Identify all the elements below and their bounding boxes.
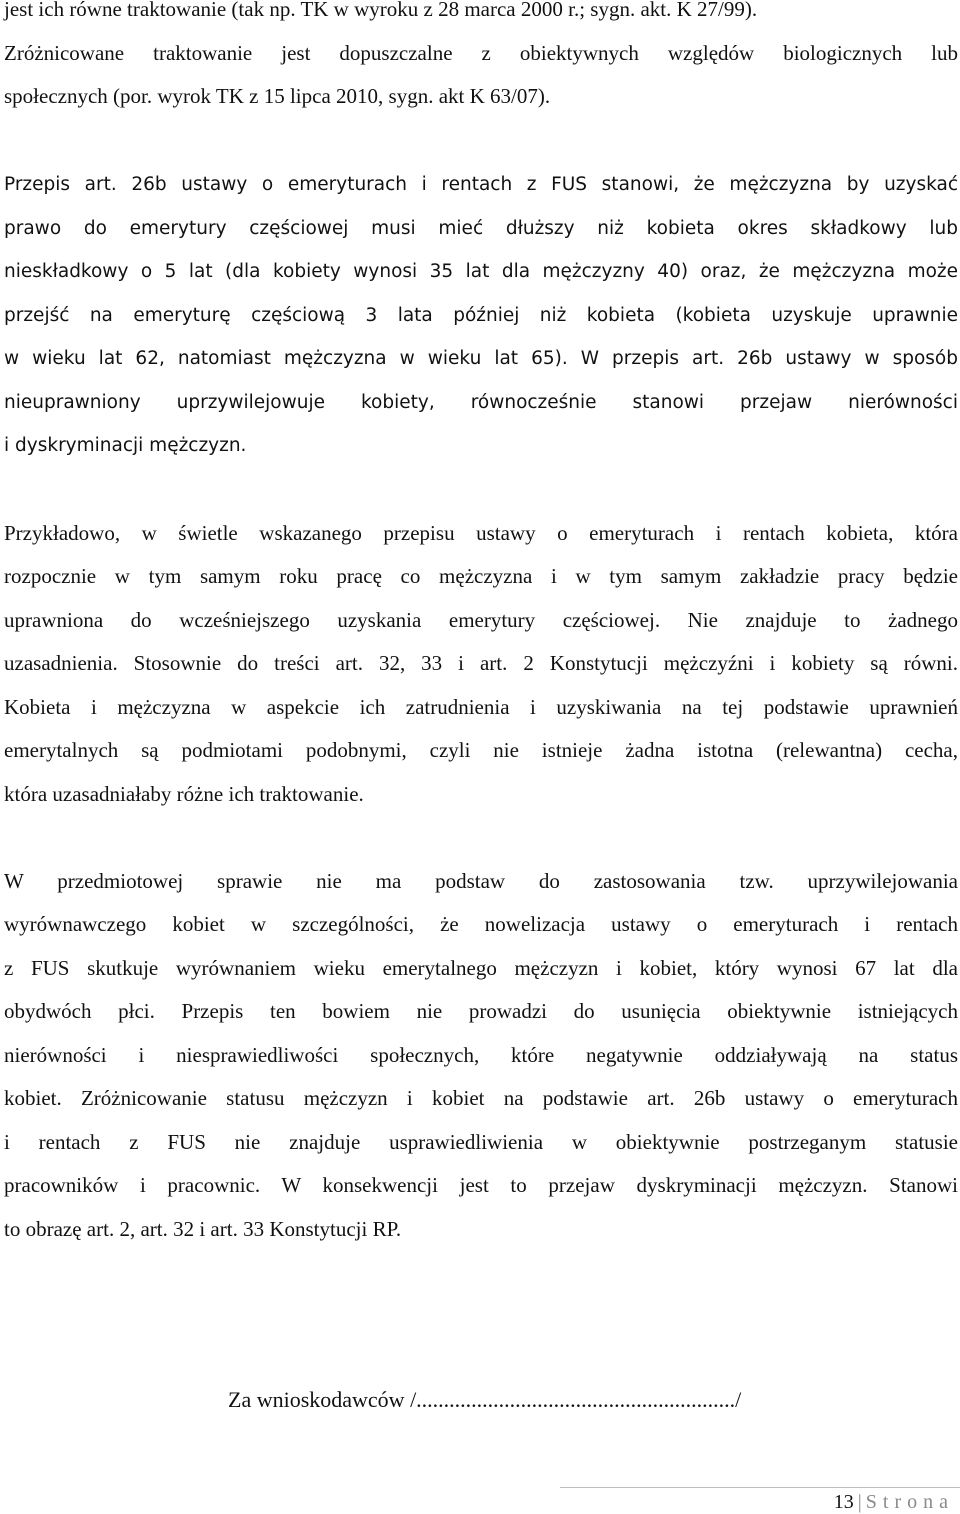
paragraph-4-line-9: to obrazę art. 2, art. 32 i art. 33 Konstytucji RP. [4, 1217, 402, 1241]
paragraph-4-line-4: obydwóch płci. Przepis ten bowiem nie prowadzi do usunięcia obiektywnie istniejących [4, 999, 958, 1023]
paragraph-3-line-6: emerytalnych są podmiotami podobnymi, czyli nie istnieje żadna istotna (relewantna) cecha, [4, 738, 958, 762]
paragraph-1-line-1: jest ich równe traktowanie (tak np. TK w wyroku z 28 marca 2000 r.; sygn. akt. K 27/99). [4, 0, 758, 21]
paragraph-4-line-3: z FUS skutkuje wyrównaniem wieku emerytalnego mężczyzn i kobiet, który wynosi 67 lat dla [4, 956, 958, 980]
paragraph-3-line-4: uzasadnienia. Stosownie do treści art. 32, 33 i art. 2 Konstytucji mężczyźni i kobiety są równi. [4, 651, 958, 675]
paragraph-2-line-7: i dyskryminacji mężczyzn. [4, 435, 247, 456]
paragraph-3-line-2: rozpocznie w tym samym roku pracę co mężczyzna i w tym samym zakładzie pracy będzie [4, 564, 958, 588]
paragraph-4-line-5: nierówności i niesprawiedliwości społecznych, które negatywnie oddziaływają na status [4, 1043, 958, 1067]
paragraph-2-line-3: nieskładkowy o 5 lat (dla kobiety wynosi 35 lat dla mężczyzny 40) oraz, że mężczyzna może [4, 261, 958, 282]
paragraph-1-line-2: Zróżnicowane traktowanie jest dopuszczalne z obiektywnych względów biologicznych lub [4, 41, 958, 65]
paragraph-2-line-1: Przepis art. 26b ustawy o emeryturach i rentach z FUS stanowi, że mężczyzna by uzyskać [4, 174, 958, 195]
page-label: Strona [865, 1491, 954, 1513]
paragraph-3-line-5: Kobieta i mężczyzna w aspekcie ich zatrudnienia i uzyskiwania na tej podstawie uprawnień [4, 695, 958, 719]
footer-divider [560, 1487, 960, 1488]
paragraph-2-line-6: nieuprawniony uprzywilejowuje kobiety, równocześnie stanowi przejaw nierówności [4, 392, 958, 413]
paragraph-4-line-6: kobiet. Zróżnicowanie statusu mężczyzn i kobiet na podstawie art. 26b ustawy o emeryturach [4, 1086, 958, 1110]
paragraph-3-line-3: uprawniona do wcześniejszego uzyskania emerytury częściowej. Nie znajduje to żadnego [4, 608, 958, 632]
paragraph-3-line-1: Przykładowo, w świetle wskazanego przepisu ustawy o emeryturach i rentach kobieta, która [4, 521, 958, 545]
footer-separator: | [857, 1491, 862, 1513]
page-footer [834, 1490, 954, 1514]
paragraph-3-line-7: która uzasadniałaby różne ich traktowanie. [4, 782, 364, 806]
paragraph-2-line-2: prawo do emerytury częściowej musi mieć dłuższy niż kobieta okres składkowy lub [4, 218, 958, 239]
paragraph-2-line-5: w wieku lat 62, natomiast mężczyzna w wieku lat 65). W przepis art. 26b ustawy w sposób [4, 348, 958, 369]
paragraph-2-line-4: przejść na emeryturę częściową 3 lata później niż kobieta (kobieta uzyskuje uprawnie [4, 305, 958, 326]
paragraph-4-line-8: pracowników i pracownic. W konsekwencji jest to przejaw dyskryminacji mężczyzn. Stanowi [4, 1173, 958, 1197]
paragraph-4-line-7: i rentach z FUS nie znajduje usprawiedliwienia w obiektywnie postrzeganym statusie [4, 1130, 958, 1154]
page-number: 13 [833, 1491, 854, 1513]
paragraph-4-line-1: W przedmiotowej sprawie nie ma podstaw do zastosowania tzw. uprzywilejowania [4, 869, 958, 893]
signature-line: Za wnioskodawców /........................................................../ [228, 1387, 742, 1412]
paragraph-1-line-3: społecznych (por. wyrok TK z 15 lipca 2010, sygn. akt K 63/07). [4, 84, 551, 108]
paragraph-4-line-2: wyrównawczego kobiet w szczególności, że nowelizacja ustawy o emeryturach i rentach [4, 912, 958, 936]
